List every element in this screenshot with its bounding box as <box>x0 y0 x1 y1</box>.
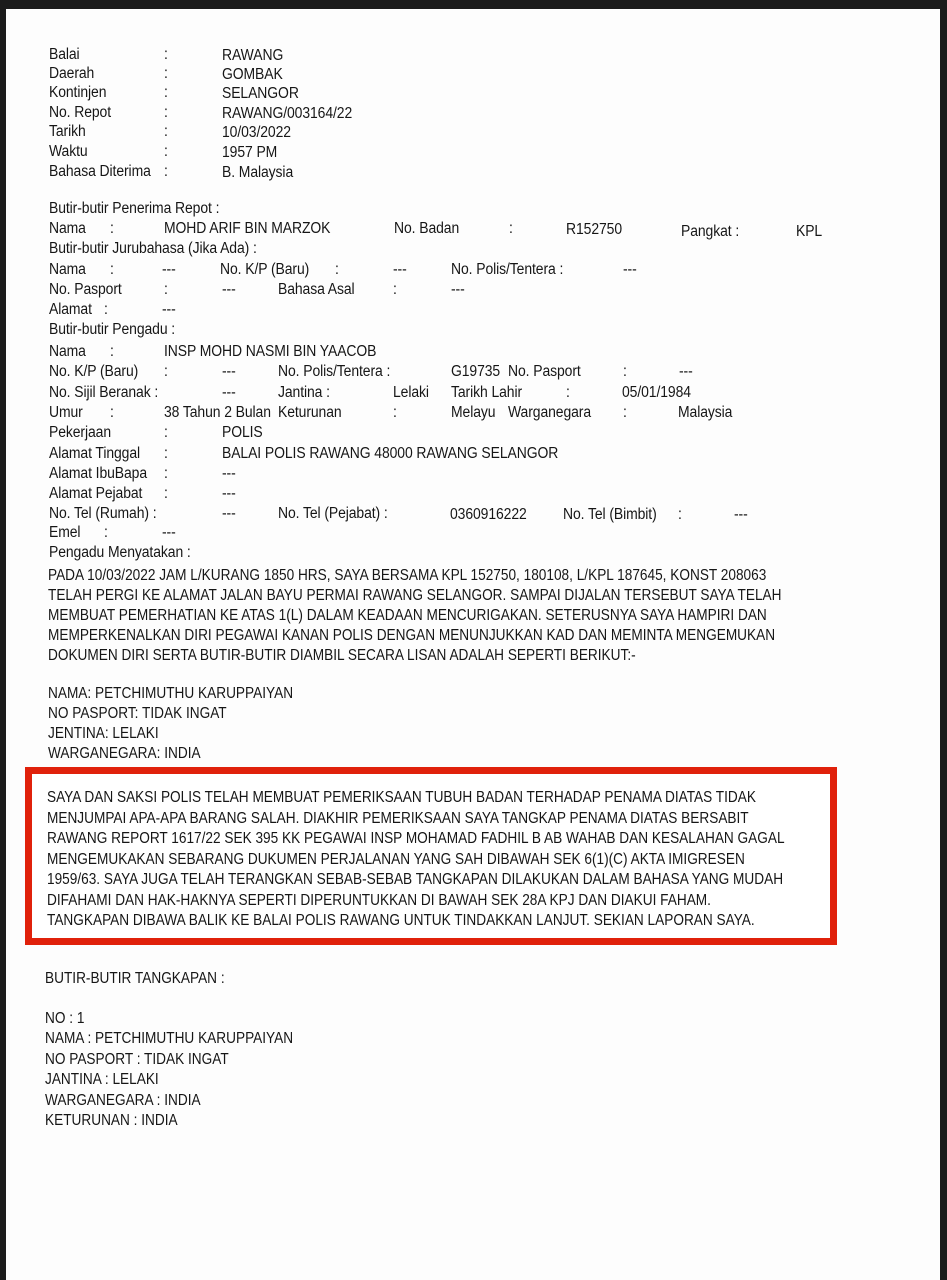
pengadu-pasport: --- <box>679 363 693 380</box>
pengadu-lahir-label: Tarikh Lahir <box>451 384 523 401</box>
pengadu-sijil-label: No. Sijil Beranak : <box>49 384 159 401</box>
colon: : <box>104 301 108 318</box>
pengadu-polis-label: No. Polis/Tentera : <box>278 363 391 380</box>
pengadu-nama-label: Nama <box>49 343 86 360</box>
pengadu-heading: Butir-butir Pengadu : <box>49 321 176 338</box>
jurubahasa-nama-label: Nama <box>49 261 86 278</box>
pengadu-lahir: 05/01/1984 <box>622 384 691 401</box>
pengadu-umur: 38 Tahun 2 Bulan <box>164 404 271 421</box>
pengadu-ibubapa-label: Alamat IbuBapa <box>49 465 148 482</box>
statement-line: TELAH PERGI KE ALAMAT JALAN BAYU PERMAI RAWANG SELANGOR. SAMPAI DIJALAN TERSEBUT SAYA TELAH <box>48 587 782 604</box>
highlight-line: RAWANG REPORT 1617/22 SEK 395 KK PEGAWAI INSP MOHAMAD FADHIL B AB WAHAB DAN KESALAHAN GAGAL <box>47 830 785 847</box>
tangkapan-line: JANTINA : LELAKI <box>45 1071 159 1088</box>
colon: : <box>110 404 114 421</box>
colon: : <box>110 343 114 360</box>
penerima-badan: R152750 <box>566 221 622 238</box>
colon: : <box>164 445 168 462</box>
pengadu-umur-label: Umur <box>49 404 83 421</box>
pengadu-warga-label: Warganegara <box>508 404 592 421</box>
colon: : <box>623 404 627 421</box>
pengadu-pejabat-label: Alamat Pejabat <box>49 485 143 502</box>
value-balai: RAWANG <box>222 47 284 64</box>
pengadu-telbimbit-label: No. Tel (Bimbit) <box>563 506 657 523</box>
pengadu-ibubapa: --- <box>222 465 236 482</box>
jurubahasa-kp: --- <box>393 261 407 278</box>
colon: : <box>110 220 114 237</box>
label-balai: Balai <box>49 46 80 63</box>
jurubahasa-alamat-label: Alamat <box>49 301 92 318</box>
colon: : <box>164 123 168 140</box>
pengadu-telrumah-label: No. Tel (Rumah) : <box>49 505 157 522</box>
label-kontinjen: Kontinjen <box>49 84 107 101</box>
pengadu-kerja-label: Pekerjaan <box>49 424 112 441</box>
penerima-nama: MOHD ARIF BIN MARZOK <box>164 220 331 237</box>
penerima-nama-label: Nama <box>49 220 86 237</box>
colon: : <box>335 261 339 278</box>
penerima-pangkat: KPL <box>796 223 823 240</box>
label-tarikh: Tarikh <box>49 123 86 140</box>
jurubahasa-polis: --- <box>623 261 637 278</box>
penerima-pangkat-label: Pangkat : <box>681 223 740 240</box>
value-daerah: GOMBAK <box>222 66 283 83</box>
pengadu-menyatakan: Pengadu Menyatakan : <box>49 544 191 561</box>
pengadu-pasport-label: No. Pasport <box>508 363 581 380</box>
colon: : <box>110 261 114 278</box>
pengadu-telpejabat-label: No. Tel (Pejabat) : <box>278 505 388 522</box>
colon: : <box>164 485 168 502</box>
suspect-line: NO PASPORT: TIDAK INGAT <box>48 705 227 722</box>
jurubahasa-nama: --- <box>162 261 176 278</box>
statement-line: PADA 10/03/2022 JAM L/KURANG 1850 HRS, SAYA BERSAMA KPL 152750, 180108, L/KPL 187645, KONST 208063 <box>48 567 767 584</box>
value-no-repot: RAWANG/003164/22 <box>222 105 353 122</box>
pengadu-pejabat: --- <box>222 485 236 502</box>
tangkapan-heading: BUTIR-BUTIR TANGKAPAN : <box>45 970 225 987</box>
colon: : <box>566 384 570 401</box>
value-tarikh: 10/03/2022 <box>222 124 291 141</box>
colon: : <box>164 465 168 482</box>
highlight-line: SAYA DAN SAKSI POLIS TELAH MEMBUAT PEMERIKSAAN TUBUH BADAN TERHADAP PENAMA DIATAS TIDAK <box>47 789 756 806</box>
pengadu-tinggal-label: Alamat Tinggal <box>49 445 141 462</box>
colon: : <box>678 506 682 523</box>
colon: : <box>164 46 168 63</box>
colon: : <box>164 143 168 160</box>
colon: : <box>509 220 513 237</box>
colon: : <box>393 281 397 298</box>
jurubahasa-kp-label: No. K/P (Baru) <box>220 261 310 278</box>
pengadu-warga: Malaysia <box>678 404 733 421</box>
suspect-line: JENTINA: LELAKI <box>48 725 159 742</box>
pengadu-telpejabat: 0360916222 <box>450 506 527 523</box>
penerima-heading: Butir-butir Penerima Repot : <box>49 200 220 217</box>
statement-line: MEMPERKENALKAN DIRI PEGAWAI KANAN POLIS DENGAN MENUNJUKKAN KAD DAN MEMINTA MENGEMUKAN <box>48 627 776 644</box>
pengadu-kerja: POLIS <box>222 424 263 441</box>
pengadu-telbimbit: --- <box>734 506 748 523</box>
highlight-line: 1959/63. SAYA JUGA TELAH TERANGKAN SEBAB-SEBAB TANGKAPAN DILAKUKAN DALAM BAHASA YANG MUDAH <box>47 871 784 888</box>
colon: : <box>164 104 168 121</box>
pengadu-kp: --- <box>222 363 236 380</box>
jurubahasa-pasport: --- <box>222 281 236 298</box>
colon: : <box>164 424 168 441</box>
police-report-page <box>6 9 940 1280</box>
pengadu-keturunan: Melayu <box>451 404 496 421</box>
highlight-line: MENGEMUKAKAN SEBARANG DUKUMEN PERJALANAN YANG SAH DIBAWAH SEK 6(1)(C) AKTA IMIGRESEN <box>47 851 745 868</box>
pengadu-emel-label: Emel <box>49 524 81 541</box>
jurubahasa-pasport-label: No. Pasport <box>49 281 122 298</box>
tangkapan-line: WARGANEGARA : INDIA <box>45 1092 201 1109</box>
tangkapan-line: NAMA : PETCHIMUTHU KARUPPAIYAN <box>45 1030 294 1047</box>
jurubahasa-heading: Butir-butir Jurubahasa (Jika Ada) : <box>49 240 257 257</box>
label-daerah: Daerah <box>49 65 95 82</box>
suspect-line: NAMA: PETCHIMUTHU KARUPPAIYAN <box>48 685 294 702</box>
colon: : <box>164 363 168 380</box>
pengadu-sijil: --- <box>222 384 236 401</box>
colon: : <box>623 363 627 380</box>
pengadu-kp-label: No. K/P (Baru) <box>49 363 139 380</box>
colon: : <box>104 524 108 541</box>
value-waktu: 1957 PM <box>222 144 278 161</box>
colon: : <box>164 65 168 82</box>
pengadu-telrumah: --- <box>222 505 236 522</box>
pengadu-emel: --- <box>162 524 176 541</box>
label-no-repot: No. Repot <box>49 104 112 121</box>
colon: : <box>164 281 168 298</box>
highlight-line: MENJUMPAI APA-APA BARANG SALAH. DIAKHIR PEMERIKSAAN SAYA TANGKAP PENAMA DIATAS BERSABIT <box>47 810 749 827</box>
pengadu-polis: G19735 <box>451 363 501 380</box>
value-bahasa: B. Malaysia <box>222 164 294 181</box>
colon: : <box>393 404 397 421</box>
value-kontinjen: SELANGOR <box>222 85 299 102</box>
highlight-line: DIFAHAMI DAN HAK-HAKNYA SEPERTI DIPERUNTUKKAN DI BAWAH SEK 28A KPJ DAN DIAKUI FAHAM. <box>47 892 711 909</box>
tangkapan-line: NO PASPORT : TIDAK INGAT <box>45 1051 229 1068</box>
penerima-badan-label: No. Badan <box>394 220 460 237</box>
statement-line: DOKUMEN DIRI SERTA BUTIR-BUTIR DIAMBIL SECARA LISAN ADALAH SEPERTI BERIKUT:- <box>48 647 636 664</box>
label-waktu: Waktu <box>49 143 88 160</box>
jurubahasa-polis-label: No. Polis/Tentera : <box>451 261 564 278</box>
pengadu-jantina: Lelaki <box>393 384 429 401</box>
highlight-box <box>25 767 837 945</box>
pengadu-jantina-label: Jantina : <box>278 384 330 401</box>
tangkapan-line: NO : 1 <box>45 1010 85 1027</box>
statement-line: MEMBUAT PEMERHATIAN KE ATAS 1(L) DALAM KEADAAN MENCURIGAKAN. SETERUSNYA SAYA HAMPIRI DAN <box>48 607 767 624</box>
suspect-line: WARGANEGARA: INDIA <box>48 745 201 762</box>
pengadu-keturunan-label: Keturunan <box>278 404 342 421</box>
jurubahasa-bahasa: --- <box>451 281 465 298</box>
pengadu-nama: INSP MOHD NASMI BIN YAACOB <box>164 343 377 360</box>
highlight-line: TANGKAPAN DIBAWA BALIK KE BALAI POLIS RAWANG UNTUK TINDAKKAN LANJUT. SEKIAN LAPORAN SAYA. <box>47 912 755 929</box>
jurubahasa-alamat: --- <box>162 301 176 318</box>
jurubahasa-bahasa-label: Bahasa Asal <box>278 281 355 298</box>
pengadu-tinggal: BALAI POLIS RAWANG 48000 RAWANG SELANGOR <box>222 445 559 462</box>
tangkapan-line: KETURUNAN : INDIA <box>45 1112 178 1129</box>
colon: : <box>164 84 168 101</box>
label-bahasa: Bahasa Diterima <box>49 163 151 180</box>
colon: : <box>164 163 168 180</box>
